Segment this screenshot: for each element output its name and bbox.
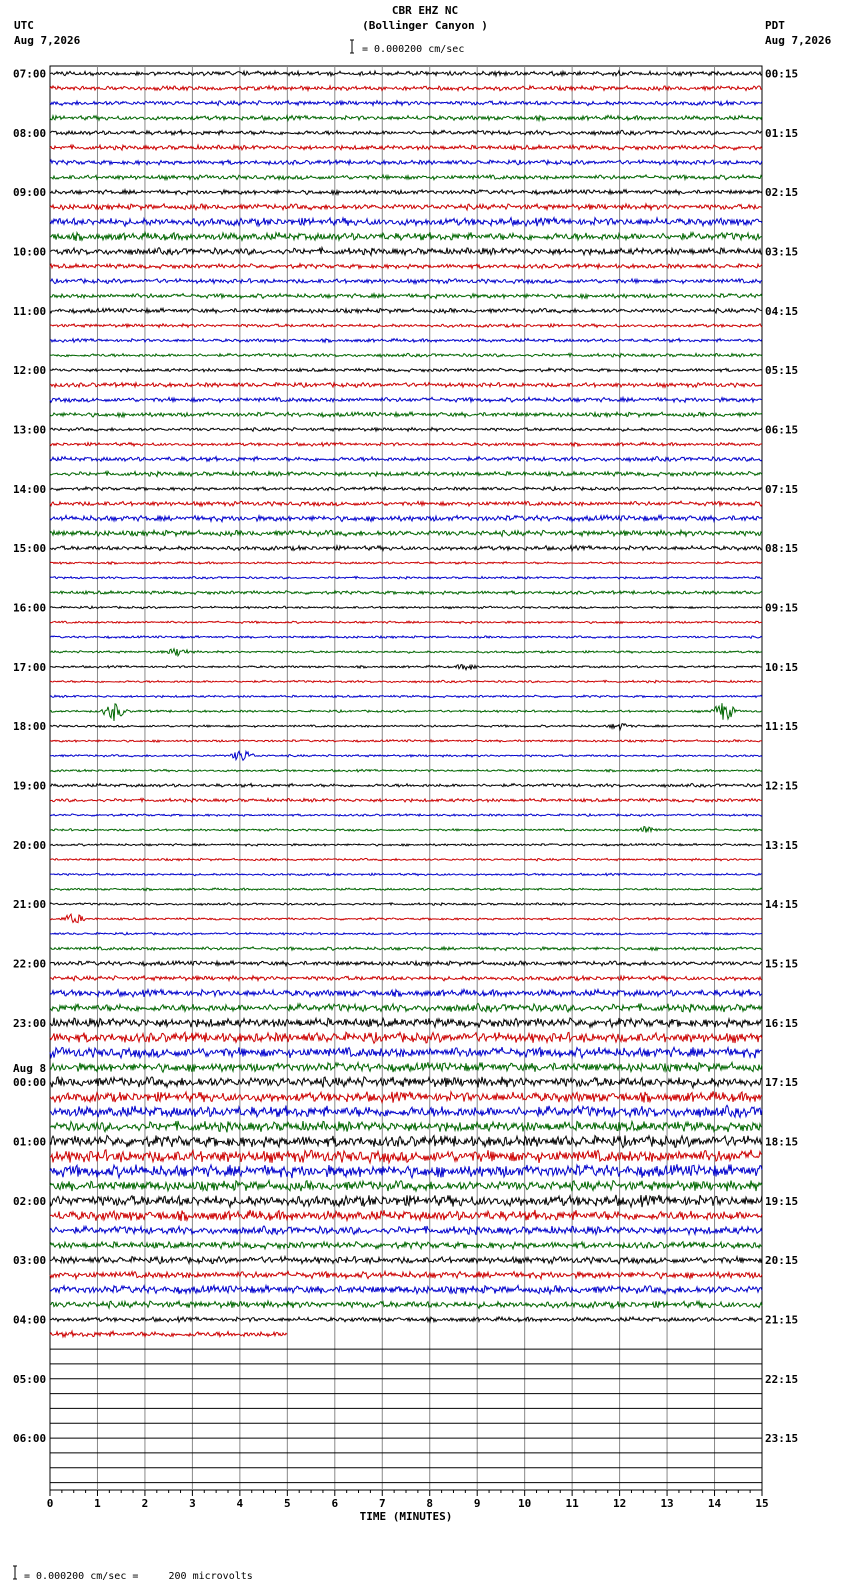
seismic-trace [50, 636, 762, 638]
seismic-trace [50, 903, 762, 906]
seismic-trace [50, 279, 762, 284]
seismic-trace [50, 769, 762, 772]
right-timezone: PDT [765, 19, 785, 32]
left-date: Aug 7,2026 [14, 34, 81, 47]
utc-hour-label: 15:00 [13, 542, 47, 556]
seismic-trace [50, 515, 762, 521]
utc-hour-label: 11:00 [13, 304, 47, 318]
seismic-trace [50, 397, 762, 402]
seismic-trace [50, 933, 762, 936]
seismic-trace [50, 1032, 762, 1043]
seismic-trace [50, 471, 762, 476]
utc-hour-label: 14:00 [13, 482, 47, 496]
seismic-trace [50, 339, 762, 343]
utc-hour-label: 23:00 [13, 1016, 47, 1030]
seismic-trace [50, 1331, 287, 1337]
utc-hour-label: 16:00 [13, 601, 47, 615]
location-title: (Bollinger Canyon ) [362, 19, 488, 32]
seismic-trace [50, 1091, 762, 1102]
seismic-trace [50, 1077, 762, 1088]
seismic-trace [50, 591, 762, 595]
utc-hour-label: 17:00 [13, 660, 47, 674]
seismic-trace [50, 353, 762, 357]
x-tick-label: 5 [284, 1497, 291, 1510]
utc-hour-label: 03:00 [13, 1254, 47, 1268]
seismic-trace [50, 1003, 762, 1012]
seismic-trace [50, 873, 762, 876]
seismic-trace [50, 368, 762, 372]
seismic-trace [50, 827, 762, 833]
seismic-trace [50, 487, 762, 491]
pdt-time-label: 22:15 [765, 1372, 799, 1386]
right-date: Aug 7,2026 [765, 34, 832, 47]
seismic-trace [50, 784, 762, 788]
seismic-trace [50, 751, 762, 760]
pdt-time-label: 11:15 [765, 720, 799, 734]
seismic-trace [50, 442, 762, 446]
seismic-trace [50, 976, 762, 981]
pdt-time-label: 12:15 [765, 779, 799, 793]
footer-scale-note: = 0.000200 cm/sec = 200 microvolts [24, 1571, 253, 1582]
seismic-trace [50, 947, 762, 951]
x-tick-label: 1 [94, 1497, 101, 1510]
seismic-trace [50, 248, 762, 256]
seismic-trace [50, 1181, 762, 1192]
seismic-trace [50, 428, 762, 432]
seismic-trace [50, 577, 762, 580]
pdt-time-label: 07:15 [765, 482, 799, 496]
pdt-time-label: 19:15 [765, 1194, 799, 1208]
utc-hour-label: 13:00 [13, 423, 47, 437]
x-tick-label: 8 [426, 1497, 434, 1510]
seismic-trace [50, 621, 762, 623]
scale-label: = 0.000200 cm/sec [362, 44, 465, 55]
pdt-time-label: 03:15 [765, 245, 799, 259]
pdt-time-label: 13:15 [765, 838, 799, 852]
seismic-trace [50, 190, 762, 195]
seismic-trace [50, 724, 762, 730]
pdt-time-label: 06:15 [765, 423, 799, 437]
utc-hour-label: 12:00 [13, 364, 47, 378]
utc-hour-label: 19:00 [13, 779, 47, 793]
pdt-time-label: 04:15 [765, 304, 799, 318]
seismic-trace [50, 71, 762, 76]
seismic-trace [50, 86, 762, 91]
utc-hour-label: 10:00 [13, 245, 47, 259]
pdt-time-label: 02:15 [765, 186, 799, 200]
seismic-trace [50, 145, 762, 150]
seismic-trace [50, 703, 762, 721]
seismic-trace [50, 324, 762, 328]
seismic-trace [50, 695, 762, 697]
utc-hour-label: 06:00 [13, 1432, 47, 1446]
seismic-trace [50, 1286, 762, 1295]
seismic-trace [50, 308, 762, 313]
seismic-trace [50, 101, 762, 106]
seismic-trace [50, 1257, 762, 1264]
x-tick-label: 0 [46, 1497, 54, 1510]
station-title: CBR EHZ NC [391, 4, 459, 17]
pdt-time-label: 00:15 [765, 67, 799, 81]
left-timezone: UTC [14, 19, 34, 32]
x-axis-label: TIME (MINUTES) [359, 1510, 453, 1523]
pdt-time-label: 08:15 [765, 542, 799, 556]
pdt-time-label: 09:15 [765, 601, 799, 615]
utc-hour-label: 20:00 [13, 838, 47, 852]
seismic-trace [50, 412, 762, 417]
seismic-trace [50, 562, 762, 565]
seismic-trace [50, 1301, 762, 1308]
seismic-trace [50, 1210, 762, 1221]
pdt-time-label: 21:15 [765, 1313, 799, 1327]
seismic-trace [50, 1018, 762, 1028]
pdt-time-label: 15:15 [765, 957, 799, 971]
seismic-trace [50, 961, 762, 966]
utc-hour-label: 02:00 [13, 1194, 47, 1208]
seismic-trace [50, 530, 762, 536]
seismic-trace [50, 606, 762, 609]
seismic-trace [50, 204, 762, 210]
seismic-trace [50, 1226, 762, 1235]
seismic-trace [50, 232, 762, 241]
date-change-label: Aug 8 [13, 1062, 47, 1076]
seismic-trace [50, 844, 762, 847]
pdt-time-label: 23:15 [765, 1432, 799, 1446]
seismic-trace [50, 175, 762, 180]
x-tick-label: 11 [565, 1497, 579, 1510]
seismic-trace [50, 1195, 762, 1207]
x-tick-label: 15 [755, 1497, 769, 1510]
seismic-trace [50, 264, 762, 269]
x-tick-label: 13 [660, 1497, 674, 1510]
x-tick-label: 2 [141, 1497, 149, 1510]
pdt-time-label: 18:15 [765, 1135, 799, 1149]
x-tick-label: 9 [473, 1497, 481, 1510]
seismic-trace [50, 457, 762, 462]
pdt-time-label: 05:15 [765, 364, 799, 378]
x-tick-label: 3 [189, 1497, 196, 1510]
seismic-trace [50, 858, 762, 860]
pdt-time-label: 20:15 [765, 1254, 799, 1268]
x-tick-label: 4 [236, 1497, 244, 1510]
utc-hour-label: 08:00 [13, 126, 47, 140]
utc-hour-label: 05:00 [13, 1372, 47, 1386]
utc-hour-label: 21:00 [13, 898, 47, 912]
pdt-time-label: 17:15 [765, 1076, 799, 1090]
seismic-trace [50, 649, 762, 656]
pdt-time-label: 14:15 [765, 898, 799, 912]
seismic-trace [50, 1062, 762, 1072]
utc-hour-label: 18:00 [13, 720, 47, 734]
utc-hour-label: 00:00 [13, 1076, 47, 1090]
seismic-trace [50, 115, 762, 120]
seismic-trace [50, 130, 762, 135]
utc-hour-label: 09:00 [13, 186, 47, 200]
seismic-trace [50, 1150, 762, 1163]
seismic-trace [50, 1135, 762, 1147]
seismic-trace [50, 1105, 762, 1117]
seismic-trace [50, 1047, 762, 1058]
seismic-trace [50, 383, 762, 388]
seismic-trace [50, 1164, 762, 1178]
x-tick-label: 7 [378, 1497, 386, 1510]
utc-hour-label: 07:00 [13, 67, 47, 81]
pdt-time-label: 10:15 [765, 660, 799, 674]
seismic-trace [50, 814, 762, 816]
seismic-trace [50, 294, 762, 299]
seismic-trace [50, 546, 762, 551]
seismic-trace [50, 1242, 762, 1249]
seismic-trace [50, 680, 762, 683]
pdt-time-label: 01:15 [765, 126, 799, 140]
x-tick-label: 12 [612, 1497, 627, 1510]
x-tick-label: 6 [331, 1497, 339, 1510]
seismic-trace [50, 914, 762, 922]
seismic-trace [50, 740, 762, 742]
seismic-trace [50, 160, 762, 165]
seismic-trace [50, 501, 762, 506]
utc-hour-label: 04:00 [13, 1313, 47, 1327]
utc-hour-label: 22:00 [13, 957, 47, 971]
seismic-trace [50, 1317, 762, 1322]
utc-hour-label: 01:00 [13, 1135, 47, 1149]
seismic-trace [50, 218, 762, 227]
seismic-trace [50, 888, 762, 891]
seismic-trace [50, 1121, 762, 1132]
seismic-trace [50, 798, 762, 802]
x-tick-label: 14 [707, 1497, 722, 1510]
pdt-time-label: 16:15 [765, 1016, 799, 1030]
seismic-trace [50, 989, 762, 997]
x-tick-label: 10 [518, 1497, 532, 1510]
seismic-trace [50, 1271, 762, 1278]
seismic-trace [50, 665, 762, 670]
